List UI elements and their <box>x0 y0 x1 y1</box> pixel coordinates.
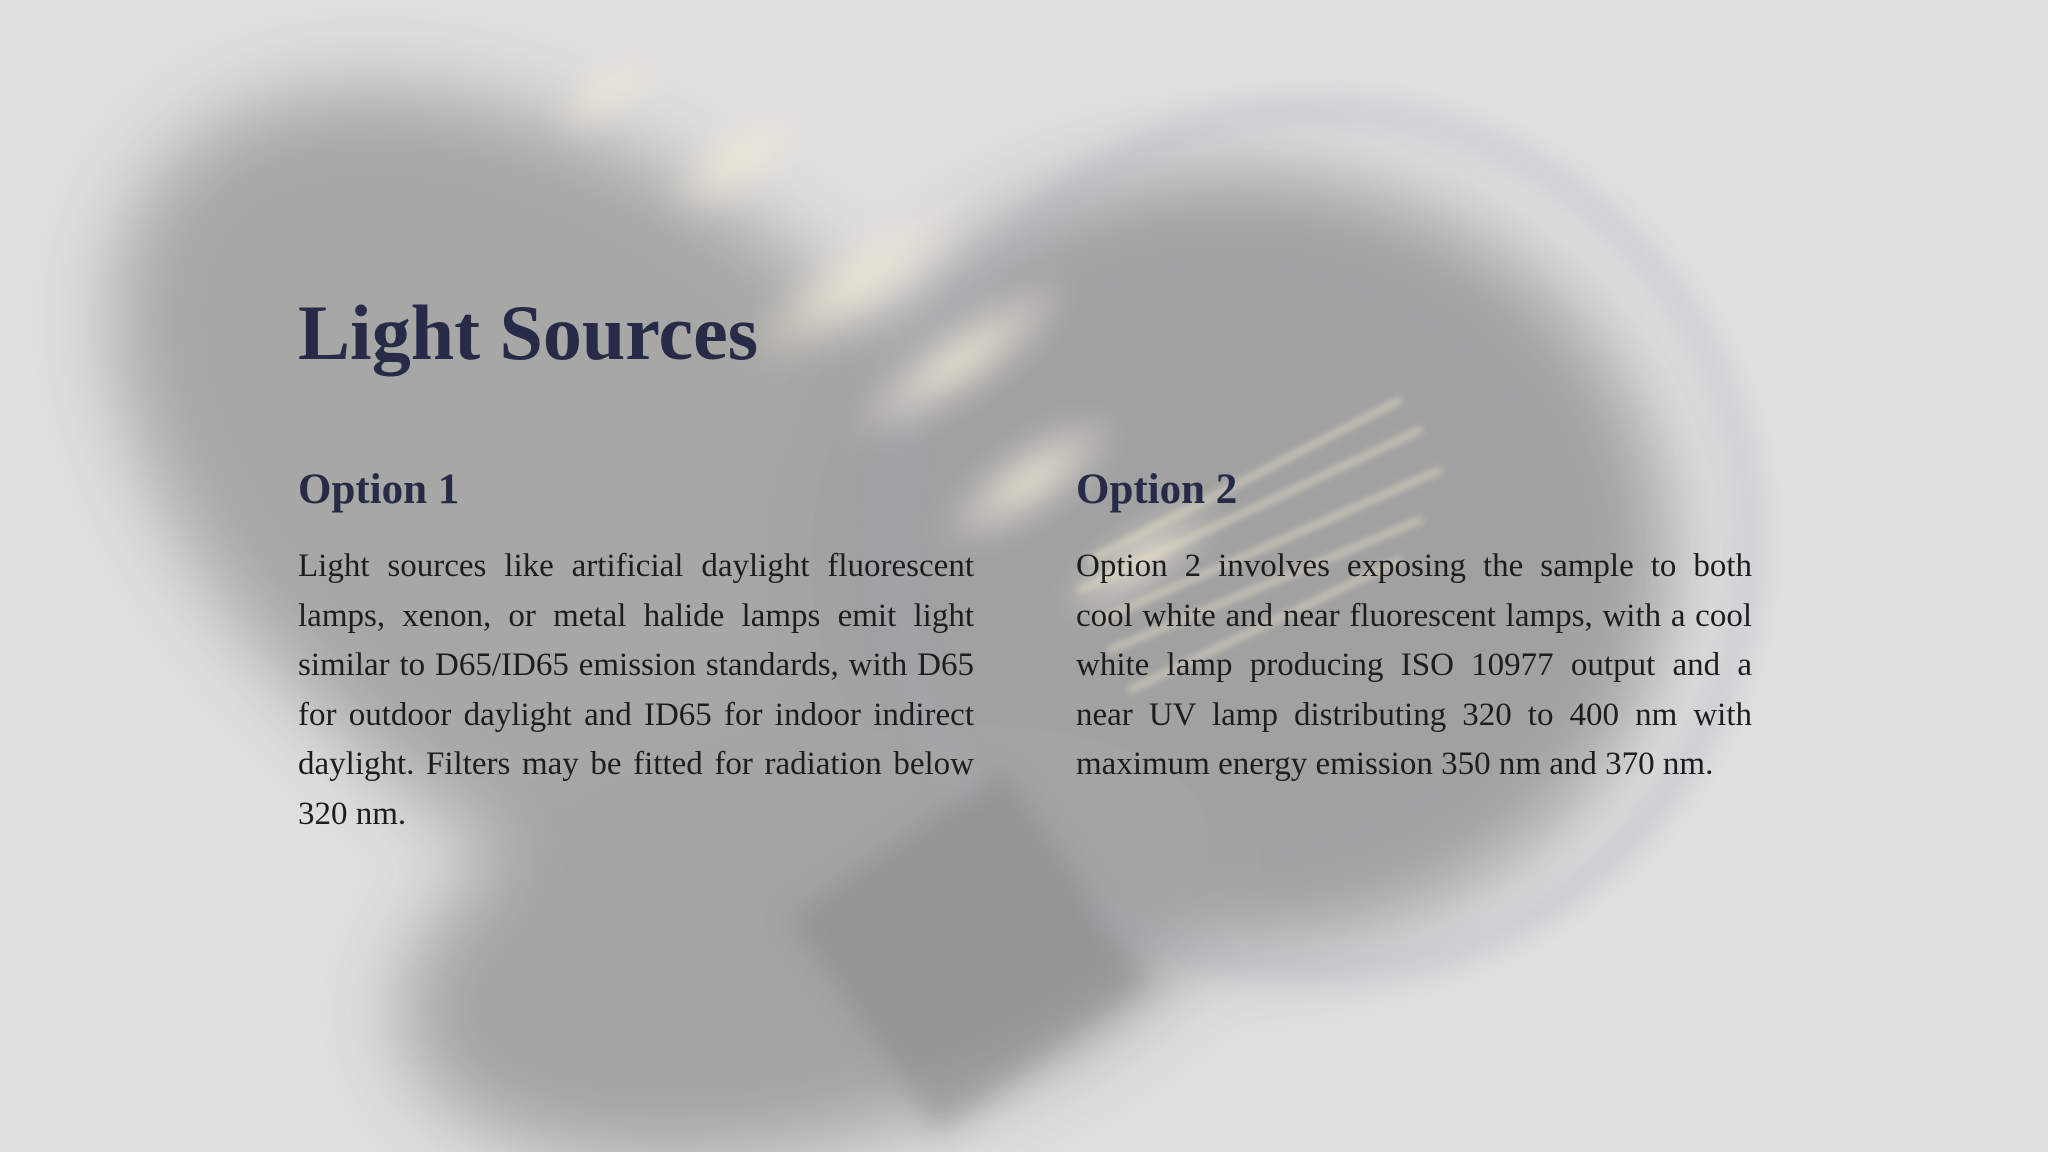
option-2-heading: Option 2 <box>1076 466 1238 513</box>
option-1-column <box>298 462 974 840</box>
option-1-heading: Option 1 <box>298 466 460 513</box>
slide-title: Light Sources <box>298 289 759 376</box>
option-2-text: Option 2 involves exposing the sample to both cool white and near fluorescent lamps, with a cool white lamp producing ISO 10977 output and a near UV lamp distributing 320 to 400 nm with maximum energy emission 350 nm and 370 nm. <box>1076 548 1752 783</box>
option-1-text: Light sources like artificial daylight fluorescent lamps, xenon, or metal halide lamps emit light similar to D65/ID65 emission standards, with D65 for outdoor daylight and ID65 for indoor indirect daylight. Filters may be fitted for radiation below 320 nm. <box>298 548 974 832</box>
option-2-column <box>1076 462 1752 790</box>
